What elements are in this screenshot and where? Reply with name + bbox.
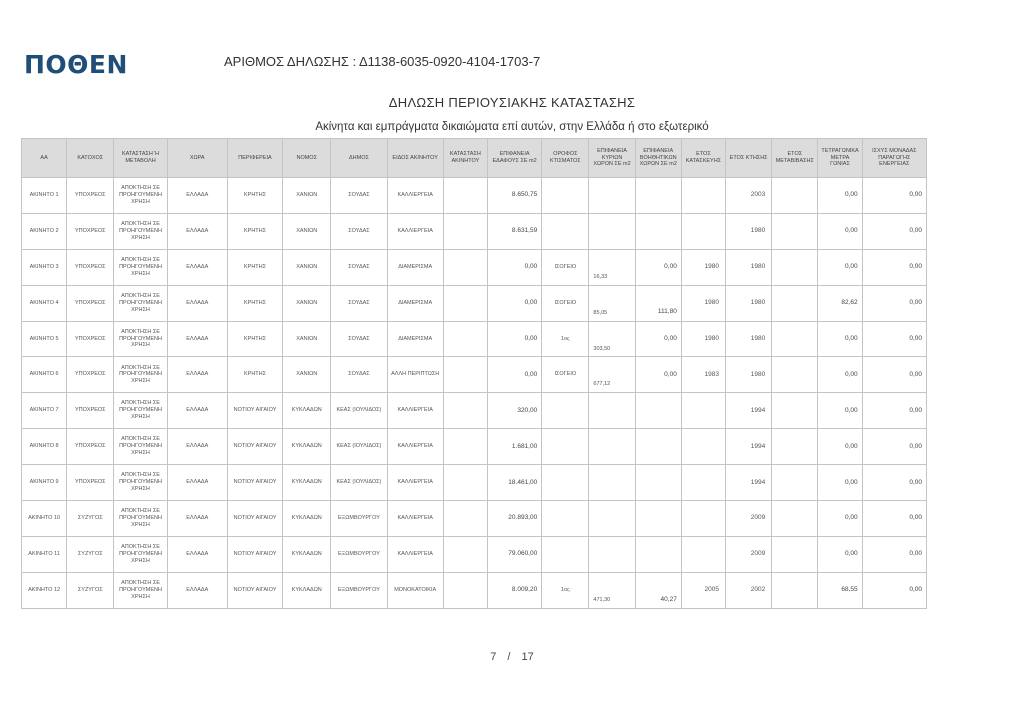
cell-year-transfer bbox=[772, 285, 818, 321]
cell-property-status bbox=[443, 429, 487, 465]
cell-prefecture: ΧΑΝΙΩΝ bbox=[283, 178, 331, 214]
page-title: ΔΗΛΩΣΗ ΠΕΡΙΟΥΣΙΑΚΗΣ ΚΑΤΑΣΤΑΣΗΣ bbox=[388, 95, 636, 110]
table-row bbox=[22, 285, 927, 321]
cell-region: ΚΡΗΤΗΣ bbox=[227, 249, 282, 285]
cell-property-id: ΑΚΙΝΗΤΟ 8 bbox=[22, 429, 67, 465]
cell-year-built: 1980 bbox=[681, 285, 725, 321]
page-subtitle: Ακίνητα και εμπράγματα δικαιώματα επί αυτών, στην Ελλάδα ή στο εξωτερικό bbox=[315, 121, 709, 133]
cell-property-status bbox=[443, 465, 487, 501]
cell-property-id: ΑΚΙΝΗΤΟ 5 bbox=[22, 321, 67, 357]
cell-land-area: 18.461,00 bbox=[487, 465, 541, 501]
cell-land-area: 0,00 bbox=[487, 357, 541, 393]
logo: ΠΟΘΕΝ bbox=[24, 50, 128, 79]
cell-aux-area bbox=[635, 429, 681, 465]
header-cell: ΧΩΡΑ bbox=[167, 139, 227, 178]
cell-region: ΚΡΗΤΗΣ bbox=[227, 213, 282, 249]
cell-prefecture: ΧΑΝΙΩΝ bbox=[283, 213, 331, 249]
cell-corner-m2: 0,00 bbox=[818, 465, 862, 501]
cell-main-area: 677,12 bbox=[589, 357, 635, 393]
declaration-number: ΑΡΙΘΜΟΣ ΔΗΛΩΣΗΣ : Δ1138-6035-0920-4104-1703-7 bbox=[224, 54, 541, 69]
cell-region: ΚΡΗΤΗΣ bbox=[227, 321, 282, 357]
cell-country: ΕΛΛΑΔΑ bbox=[167, 536, 227, 572]
table-header-row bbox=[22, 139, 927, 178]
cell-power: 0,00 bbox=[862, 501, 926, 537]
cell-municipality: ΚΕΑΣ (ΙΟΥΛΙΔΟΣ) bbox=[331, 465, 387, 501]
table-row bbox=[22, 213, 927, 249]
cell-floor bbox=[542, 213, 589, 249]
cell-holder: ΥΠΟΧΡΕΟΣ bbox=[67, 321, 114, 357]
cell-land-area: 0,00 bbox=[487, 321, 541, 357]
cell-corner-m2: 0,00 bbox=[818, 178, 862, 214]
cell-property-id: ΑΚΙΝΗΤΟ 10 bbox=[22, 501, 67, 537]
header-cell: ΑΑ bbox=[22, 139, 67, 178]
cell-year-acquired: 1994 bbox=[726, 393, 772, 429]
cell-floor: 1ος bbox=[542, 321, 589, 357]
cell-municipality: ΣΟΥΔΑΣ bbox=[331, 213, 387, 249]
cell-year-acquired: 1980 bbox=[726, 357, 772, 393]
cell-power: 0,00 bbox=[862, 249, 926, 285]
cell-property-status bbox=[443, 178, 487, 214]
cell-corner-m2: 0,00 bbox=[818, 249, 862, 285]
cell-year-acquired: 2003 bbox=[726, 178, 772, 214]
cell-region: ΝΟΤΙΟΥ ΑΙΓΑΙΟΥ bbox=[227, 429, 282, 465]
total-pages: 17 bbox=[521, 651, 534, 663]
cell-aux-area bbox=[635, 393, 681, 429]
cell-prefecture: ΚΥΚΛΑΔΩΝ bbox=[283, 393, 331, 429]
cell-floor: 1ος bbox=[542, 572, 589, 608]
cell-main-area bbox=[589, 178, 635, 214]
cell-land-area: 0,00 bbox=[487, 285, 541, 321]
cell-property-status bbox=[443, 501, 487, 537]
cell-aux-area bbox=[635, 536, 681, 572]
cell-year-built bbox=[681, 536, 725, 572]
cell-aux-area: 0,00 bbox=[635, 249, 681, 285]
cell-year-acquired: 2009 bbox=[726, 501, 772, 537]
cell-corner-m2: 0,00 bbox=[818, 357, 862, 393]
cell-country: ΕΛΛΑΔΑ bbox=[167, 465, 227, 501]
cell-status: ΑΠΟΚΤΗΣΗ ΣΕ ΠΡΟΗΓΟΥΜΕΝΗ ΧΡΗΣΗ bbox=[114, 465, 167, 501]
cell-floor bbox=[542, 429, 589, 465]
cell-land-area: 20.893,00 bbox=[487, 501, 541, 537]
cell-status: ΑΠΟΚΤΗΣΗ ΣΕ ΠΡΟΗΓΟΥΜΕΝΗ ΧΡΗΣΗ bbox=[114, 501, 167, 537]
cell-holder: ΣΥΖΥΓΟΣ bbox=[67, 572, 114, 608]
cell-aux-area: 40,27 bbox=[635, 572, 681, 608]
cell-property-id: ΑΚΙΝΗΤΟ 4 bbox=[22, 285, 67, 321]
cell-year-transfer bbox=[772, 501, 818, 537]
cell-property-id: ΑΚΙΝΗΤΟ 7 bbox=[22, 393, 67, 429]
page-number bbox=[0, 651, 1024, 663]
cell-municipality: ΕΞΩΜΒΟΥΡΓΟΥ bbox=[331, 572, 387, 608]
header-cell: ΟΡΟΦΟΣ ΚΤΙΣΜΑΤΟΣ bbox=[542, 139, 589, 178]
cell-prefecture: ΚΥΚΛΑΔΩΝ bbox=[283, 536, 331, 572]
header-cell: ΕΤΟΣ ΜΕΤΑΒΙΒΑΣΗΣ bbox=[772, 139, 818, 178]
cell-year-built: 1983 bbox=[681, 357, 725, 393]
cell-main-area: 303,50 bbox=[589, 321, 635, 357]
table-row bbox=[22, 393, 927, 429]
cell-main-area bbox=[589, 213, 635, 249]
cell-property-id: ΑΚΙΝΗΤΟ 6 bbox=[22, 357, 67, 393]
cell-year-transfer bbox=[772, 536, 818, 572]
cell-property-status bbox=[443, 213, 487, 249]
cell-year-built bbox=[681, 429, 725, 465]
cell-year-built bbox=[681, 178, 725, 214]
cell-region: ΝΟΤΙΟΥ ΑΙΓΑΙΟΥ bbox=[227, 501, 282, 537]
header-cell: ΕΤΟΣ ΚΑΤΑΣΚΕΥΗΣ bbox=[681, 139, 725, 178]
cell-aux-area bbox=[635, 178, 681, 214]
header-cell: ΕΠΙΦΑΝΕΙΑ ΒΟΗΘΗΤΙΚΩΝ ΧΩΡΩΝ ΣΕ m2 bbox=[635, 139, 681, 178]
cell-corner-m2: 0,00 bbox=[818, 321, 862, 357]
cell-country: ΕΛΛΑΔΑ bbox=[167, 501, 227, 537]
cell-property-type: ΑΛΛΗ ΠΕΡΙΠΤΩΣΗ bbox=[387, 357, 443, 393]
cell-status: ΑΠΟΚΤΗΣΗ ΣΕ ΠΡΟΗΓΟΥΜΕΝΗ ΧΡΗΣΗ bbox=[114, 213, 167, 249]
cell-prefecture: ΧΑΝΙΩΝ bbox=[283, 285, 331, 321]
cell-holder: ΥΠΟΧΡΕΟΣ bbox=[67, 285, 114, 321]
cell-municipality: ΕΞΩΜΒΟΥΡΓΟΥ bbox=[331, 501, 387, 537]
cell-aux-area: 0,00 bbox=[635, 357, 681, 393]
property-table bbox=[21, 138, 927, 609]
cell-year-acquired: 2002 bbox=[726, 572, 772, 608]
header-cell: ΔΗΜΟΣ bbox=[331, 139, 387, 178]
cell-municipality: ΚΕΑΣ (ΙΟΥΛΙΔΟΣ) bbox=[331, 393, 387, 429]
cell-land-area: 1.681,00 bbox=[487, 429, 541, 465]
cell-region: ΚΡΗΤΗΣ bbox=[227, 285, 282, 321]
cell-year-acquired: 1994 bbox=[726, 429, 772, 465]
cell-year-built bbox=[681, 501, 725, 537]
cell-municipality: ΣΟΥΔΑΣ bbox=[331, 321, 387, 357]
cell-year-built bbox=[681, 393, 725, 429]
cell-prefecture: ΚΥΚΛΑΔΩΝ bbox=[283, 572, 331, 608]
table-row bbox=[22, 572, 927, 608]
page-separator: / bbox=[507, 651, 511, 663]
cell-prefecture: ΚΥΚΛΑΔΩΝ bbox=[283, 465, 331, 501]
cell-prefecture: ΚΥΚΛΑΔΩΝ bbox=[283, 429, 331, 465]
cell-corner-m2: 68,55 bbox=[818, 572, 862, 608]
header-cell: ΤΕΤΡΑΓΩΝΙΚΑ ΜΕΤΡΑ ΓΩΝΙΑΣ bbox=[818, 139, 862, 178]
cell-power: 0,00 bbox=[862, 178, 926, 214]
cell-floor: ΙΣΟΓΕΙΟ bbox=[542, 285, 589, 321]
header-cell: ΕΤΟΣ ΚΤΗΣΗΣ bbox=[726, 139, 772, 178]
cell-corner-m2: 0,00 bbox=[818, 213, 862, 249]
cell-floor bbox=[542, 178, 589, 214]
header-cell: ΠΕΡΙΦΕΡΕΙΑ bbox=[227, 139, 282, 178]
cell-land-area: 8.009,20 bbox=[487, 572, 541, 608]
cell-floor bbox=[542, 393, 589, 429]
table-row bbox=[22, 357, 927, 393]
cell-region: ΝΟΤΙΟΥ ΑΙΓΑΙΟΥ bbox=[227, 393, 282, 429]
cell-year-transfer bbox=[772, 357, 818, 393]
cell-property-status bbox=[443, 249, 487, 285]
cell-land-area: 8.631,59 bbox=[487, 213, 541, 249]
cell-land-area: 320,00 bbox=[487, 393, 541, 429]
cell-property-type: ΔΙΑΜΕΡΙΣΜΑ bbox=[387, 321, 443, 357]
cell-corner-m2: 0,00 bbox=[818, 393, 862, 429]
cell-region: ΝΟΤΙΟΥ ΑΙΓΑΙΟΥ bbox=[227, 572, 282, 608]
cell-country: ΕΛΛΑΔΑ bbox=[167, 285, 227, 321]
cell-corner-m2: 0,00 bbox=[818, 536, 862, 572]
cell-power: 0,00 bbox=[862, 213, 926, 249]
cell-property-status bbox=[443, 536, 487, 572]
cell-floor: ΙΣΟΓΕΙΟ bbox=[542, 249, 589, 285]
cell-holder: ΥΠΟΧΡΕΟΣ bbox=[67, 213, 114, 249]
cell-property-type: ΚΑΛΛΙΕΡΓΕΙΑ bbox=[387, 501, 443, 537]
cell-holder: ΥΠΟΧΡΕΟΣ bbox=[67, 429, 114, 465]
cell-country: ΕΛΛΑΔΑ bbox=[167, 393, 227, 429]
cell-holder: ΥΠΟΧΡΕΟΣ bbox=[67, 465, 114, 501]
cell-status: ΑΠΟΚΤΗΣΗ ΣΕ ΠΡΟΗΓΟΥΜΕΝΗ ΧΡΗΣΗ bbox=[114, 178, 167, 214]
cell-aux-area bbox=[635, 213, 681, 249]
cell-power: 0,00 bbox=[862, 536, 926, 572]
table-row bbox=[22, 178, 927, 214]
cell-property-type: ΚΑΛΛΙΕΡΓΕΙΑ bbox=[387, 465, 443, 501]
cell-floor bbox=[542, 501, 589, 537]
cell-property-type: ΚΑΛΛΙΕΡΓΕΙΑ bbox=[387, 536, 443, 572]
cell-year-acquired: 1994 bbox=[726, 465, 772, 501]
cell-year-transfer bbox=[772, 178, 818, 214]
cell-main-area: 85,05 bbox=[589, 285, 635, 321]
cell-property-id: ΑΚΙΝΗΤΟ 1 bbox=[22, 178, 67, 214]
cell-land-area: 0,00 bbox=[487, 249, 541, 285]
cell-property-id: ΑΚΙΝΗΤΟ 12 bbox=[22, 572, 67, 608]
cell-land-area: 8.650,75 bbox=[487, 178, 541, 214]
cell-property-status bbox=[443, 393, 487, 429]
header-cell: ΕΠΙΦΑΝΕΙΑ ΚΥΡΙΩΝ ΧΩΡΩΝ ΣΕ m2 bbox=[589, 139, 635, 178]
cell-property-id: ΑΚΙΝΗΤΟ 3 bbox=[22, 249, 67, 285]
cell-main-area bbox=[589, 393, 635, 429]
cell-main-area bbox=[589, 429, 635, 465]
cell-country: ΕΛΛΑΔΑ bbox=[167, 321, 227, 357]
cell-corner-m2: 0,00 bbox=[818, 501, 862, 537]
cell-property-type: ΚΑΛΛΙΕΡΓΕΙΑ bbox=[387, 429, 443, 465]
cell-holder: ΥΠΟΧΡΕΟΣ bbox=[67, 393, 114, 429]
cell-year-transfer bbox=[772, 321, 818, 357]
cell-status: ΑΠΟΚΤΗΣΗ ΣΕ ΠΡΟΗΓΟΥΜΕΝΗ ΧΡΗΣΗ bbox=[114, 572, 167, 608]
cell-floor bbox=[542, 536, 589, 572]
cell-main-area bbox=[589, 536, 635, 572]
cell-municipality: ΣΟΥΔΑΣ bbox=[331, 249, 387, 285]
cell-year-transfer bbox=[772, 465, 818, 501]
cell-land-area: 79.060,00 bbox=[487, 536, 541, 572]
cell-floor: ΙΣΟΓΕΙΟ bbox=[542, 357, 589, 393]
cell-main-area bbox=[589, 501, 635, 537]
header-cell: ΚΑΤΑΣΤΑΣΗ ΑΚΙΝΗΤΟΥ bbox=[443, 139, 487, 178]
cell-status: ΑΠΟΚΤΗΣΗ ΣΕ ΠΡΟΗΓΟΥΜΕΝΗ ΧΡΗΣΗ bbox=[114, 357, 167, 393]
cell-property-status bbox=[443, 357, 487, 393]
cell-status: ΑΠΟΚΤΗΣΗ ΣΕ ΠΡΟΗΓΟΥΜΕΝΗ ΧΡΗΣΗ bbox=[114, 249, 167, 285]
cell-municipality: ΚΕΑΣ (ΙΟΥΛΙΔΟΣ) bbox=[331, 429, 387, 465]
cell-main-area: 16,33 bbox=[589, 249, 635, 285]
cell-holder: ΥΠΟΧΡΕΟΣ bbox=[67, 357, 114, 393]
cell-main-area bbox=[589, 465, 635, 501]
cell-property-type: ΚΑΛΛΙΕΡΓΕΙΑ bbox=[387, 178, 443, 214]
table-row bbox=[22, 536, 927, 572]
cell-holder: ΣΥΖΥΓΟΣ bbox=[67, 501, 114, 537]
cell-year-transfer bbox=[772, 249, 818, 285]
cell-power: 0,00 bbox=[862, 429, 926, 465]
cell-property-type: ΚΑΛΛΙΕΡΓΕΙΑ bbox=[387, 213, 443, 249]
cell-municipality: ΣΟΥΔΑΣ bbox=[331, 178, 387, 214]
cell-country: ΕΛΛΑΔΑ bbox=[167, 357, 227, 393]
cell-country: ΕΛΛΑΔΑ bbox=[167, 572, 227, 608]
cell-prefecture: ΚΥΚΛΑΔΩΝ bbox=[283, 501, 331, 537]
table-row bbox=[22, 429, 927, 465]
cell-property-type: ΔΙΑΜΕΡΙΣΜΑ bbox=[387, 285, 443, 321]
cell-power: 0,00 bbox=[862, 321, 926, 357]
header-cell: ΕΠΙΦΑΝΕΙΑ ΕΔΑΦΟΥΣ ΣΕ m2 bbox=[487, 139, 541, 178]
cell-status: ΑΠΟΚΤΗΣΗ ΣΕ ΠΡΟΗΓΟΥΜΕΝΗ ΧΡΗΣΗ bbox=[114, 321, 167, 357]
cell-year-acquired: 1980 bbox=[726, 213, 772, 249]
cell-power: 0,00 bbox=[862, 393, 926, 429]
cell-power: 0,00 bbox=[862, 357, 926, 393]
cell-municipality: ΣΟΥΔΑΣ bbox=[331, 285, 387, 321]
cell-property-type: ΚΑΛΛΙΕΡΓΕΙΑ bbox=[387, 393, 443, 429]
cell-power: 0,00 bbox=[862, 572, 926, 608]
cell-property-type: ΔΙΑΜΕΡΙΣΜΑ bbox=[387, 249, 443, 285]
header-cell: ΝΟΜΟΣ bbox=[283, 139, 331, 178]
cell-year-built bbox=[681, 213, 725, 249]
cell-region: ΝΟΤΙΟΥ ΑΙΓΑΙΟΥ bbox=[227, 465, 282, 501]
cell-property-id: ΑΚΙΝΗΤΟ 2 bbox=[22, 213, 67, 249]
cell-year-transfer bbox=[772, 429, 818, 465]
cell-country: ΕΛΛΑΔΑ bbox=[167, 213, 227, 249]
cell-year-acquired: 2009 bbox=[726, 536, 772, 572]
current-page: 7 bbox=[490, 651, 497, 663]
cell-holder: ΥΠΟΧΡΕΟΣ bbox=[67, 178, 114, 214]
header-cell: ΙΣΧΥΣ ΜΟΝΑΔΑΣ ΠΑΡΑΓΩΓΗΣ ΕΝΕΡΓΕΙΑΣ bbox=[862, 139, 926, 178]
cell-country: ΕΛΛΑΔΑ bbox=[167, 429, 227, 465]
cell-year-acquired: 1980 bbox=[726, 321, 772, 357]
cell-status: ΑΠΟΚΤΗΣΗ ΣΕ ΠΡΟΗΓΟΥΜΕΝΗ ΧΡΗΣΗ bbox=[114, 536, 167, 572]
cell-municipality: ΣΟΥΔΑΣ bbox=[331, 357, 387, 393]
table-row bbox=[22, 321, 927, 357]
cell-property-status bbox=[443, 572, 487, 608]
header-cell: ΚΑΤΑΣΤΑΣΗ Ή ΜΕΤΑΒΟΛΗ bbox=[114, 139, 167, 178]
header-cell: ΚΑΤΟΧΟΣ bbox=[67, 139, 114, 178]
header-cell: ΕΙΔΟΣ ΑΚΙΝΗΤΟΥ bbox=[387, 139, 443, 178]
cell-property-id: ΑΚΙΝΗΤΟ 11 bbox=[22, 536, 67, 572]
cell-aux-area: 111,80 bbox=[635, 285, 681, 321]
cell-aux-area bbox=[635, 501, 681, 537]
cell-region: ΚΡΗΤΗΣ bbox=[227, 178, 282, 214]
cell-holder: ΣΥΖΥΓΟΣ bbox=[67, 536, 114, 572]
cell-year-acquired: 1980 bbox=[726, 249, 772, 285]
cell-aux-area: 0,00 bbox=[635, 321, 681, 357]
cell-prefecture: ΧΑΝΙΩΝ bbox=[283, 357, 331, 393]
cell-country: ΕΛΛΑΔΑ bbox=[167, 249, 227, 285]
cell-main-area: 471,30 bbox=[589, 572, 635, 608]
cell-year-built: 1980 bbox=[681, 249, 725, 285]
cell-power: 0,00 bbox=[862, 465, 926, 501]
cell-prefecture: ΧΑΝΙΩΝ bbox=[283, 321, 331, 357]
cell-region: ΚΡΗΤΗΣ bbox=[227, 357, 282, 393]
cell-region: ΝΟΤΙΟΥ ΑΙΓΑΙΟΥ bbox=[227, 536, 282, 572]
cell-corner-m2: 0,00 bbox=[818, 429, 862, 465]
cell-status: ΑΠΟΚΤΗΣΗ ΣΕ ΠΡΟΗΓΟΥΜΕΝΗ ΧΡΗΣΗ bbox=[114, 393, 167, 429]
table-row bbox=[22, 465, 927, 501]
cell-holder: ΥΠΟΧΡΕΟΣ bbox=[67, 249, 114, 285]
cell-year-transfer bbox=[772, 213, 818, 249]
cell-property-id: ΑΚΙΝΗΤΟ 9 bbox=[22, 465, 67, 501]
cell-status: ΑΠΟΚΤΗΣΗ ΣΕ ΠΡΟΗΓΟΥΜΕΝΗ ΧΡΗΣΗ bbox=[114, 429, 167, 465]
cell-year-transfer bbox=[772, 572, 818, 608]
table-row bbox=[22, 501, 927, 537]
table-row bbox=[22, 249, 927, 285]
cell-power: 0,00 bbox=[862, 285, 926, 321]
cell-property-type: ΜΟΝΟΚΑΤΟΙΚΙΑ bbox=[387, 572, 443, 608]
cell-prefecture: ΧΑΝΙΩΝ bbox=[283, 249, 331, 285]
cell-property-status bbox=[443, 285, 487, 321]
cell-status: ΑΠΟΚΤΗΣΗ ΣΕ ΠΡΟΗΓΟΥΜΕΝΗ ΧΡΗΣΗ bbox=[114, 285, 167, 321]
cell-corner-m2: 82,62 bbox=[818, 285, 862, 321]
cell-year-acquired: 1980 bbox=[726, 285, 772, 321]
cell-country: ΕΛΛΑΔΑ bbox=[167, 178, 227, 214]
cell-aux-area bbox=[635, 465, 681, 501]
cell-property-status bbox=[443, 321, 487, 357]
cell-year-built: 2005 bbox=[681, 572, 725, 608]
cell-floor bbox=[542, 465, 589, 501]
cell-year-built: 1980 bbox=[681, 321, 725, 357]
cell-municipality: ΕΞΩΜΒΟΥΡΓΟΥ bbox=[331, 536, 387, 572]
cell-year-built bbox=[681, 465, 725, 501]
cell-year-transfer bbox=[772, 393, 818, 429]
